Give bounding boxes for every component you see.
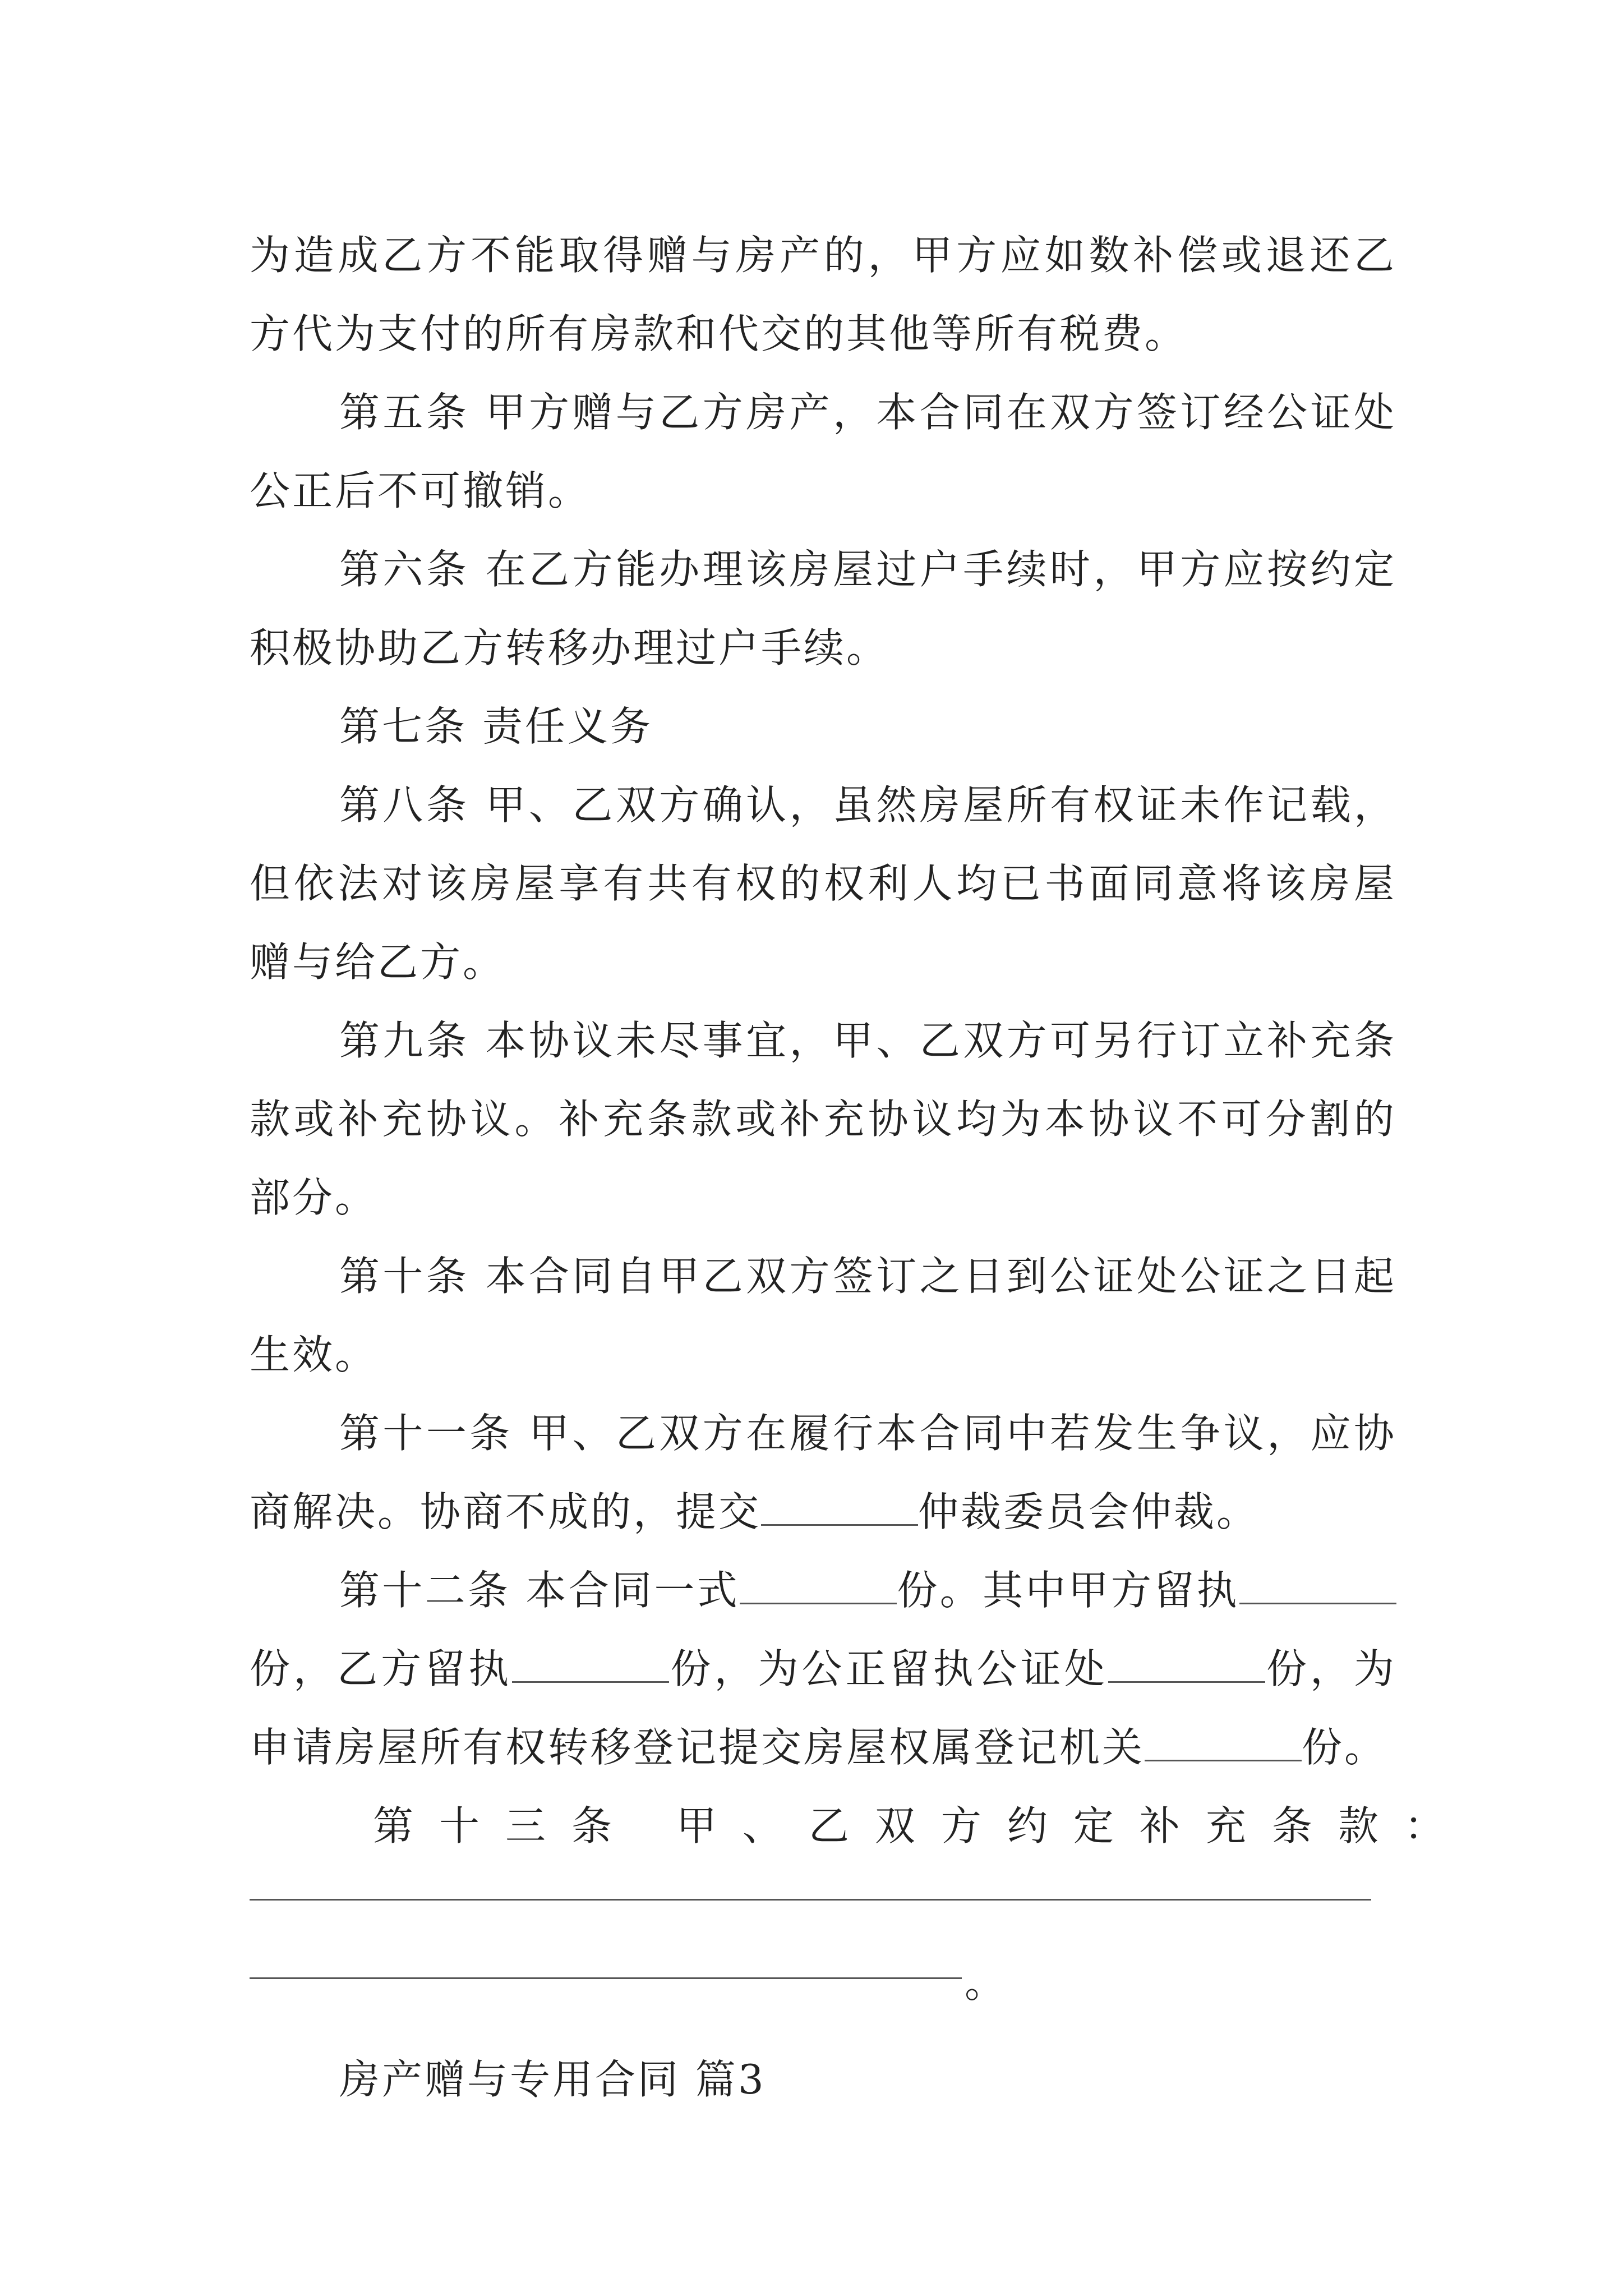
spacer — [250, 2022, 1396, 2040]
article-10: 第十条 本合同自甲乙双方签订之日到公证处公证之日起生效。 — [250, 1253, 1396, 1378]
party-a-copies-blank[interactable] — [1239, 1562, 1396, 1604]
registration-copies-blank[interactable] — [1145, 1719, 1302, 1761]
article-13-heading: 第十三条 甲、乙双方约定补充条款： — [373, 1802, 1470, 1849]
article-12-text-5: 份，为申请房屋所有权转移登记提交房屋权属登记机关 — [250, 1645, 1396, 1771]
article-12-text-4: 份，为公正留执公证处 — [669, 1645, 1108, 1692]
end-period: 。 — [965, 1959, 1008, 2007]
article-12 — [250, 1551, 1396, 1787]
fill-in-rule — [250, 1899, 1371, 1901]
article-7: 第七条 责任义务 — [339, 703, 653, 750]
supplementary-terms-line-2[interactable] — [250, 1944, 1396, 2022]
article-12-text-1: 第十二条 本合同一式 — [339, 1567, 740, 1614]
article-12-text-3: 份，乙方留执 — [250, 1645, 513, 1692]
arbitration-committee-blank[interactable] — [761, 1484, 918, 1526]
supplementary-terms-line-1[interactable] — [250, 1865, 1396, 1944]
article-5: 第五条 甲方赠与乙方房产，本合同在双方签订经公证处公正后不可撤销。 — [250, 389, 1396, 514]
article-8: 第八条 甲、乙双方确认，虽然房屋所有权证未作记载，但依法对该房屋享有共有权的权利人均已书面同意将该房屋赠与给乙方。 — [250, 781, 1396, 986]
article-6: 第六条 在乙方能办理该房屋过户手续时，甲方应按约定积极协助乙方转移办理过户手续。 — [250, 546, 1396, 671]
section-title: 房产赠与专用合同 篇3 — [339, 2056, 766, 2103]
article-11 — [250, 1394, 1396, 1551]
party-b-copies-blank[interactable] — [512, 1641, 669, 1683]
fill-in-rule — [250, 1977, 962, 1979]
total-copies-blank[interactable] — [740, 1562, 897, 1604]
article-12-text-2: 份。其中甲方留执 — [897, 1567, 1239, 1614]
article-11-text-after: 仲裁委员会仲裁。 — [918, 1488, 1260, 1535]
notary-copies-blank[interactable] — [1108, 1641, 1265, 1683]
article-9: 第九条 本协议未尽事宜，甲、乙双方可另行订立补充条款或补充协议。补充条款或补充协议均为本协议不可分割的部分。 — [250, 1017, 1396, 1221]
article-12-text-6: 份。 — [1302, 1724, 1387, 1771]
document-body — [250, 216, 1470, 2119]
article-11-text-before: 第十一条 甲、乙双方在履行本合同中若发生争议，应协商解决。协商不成的，提交 — [250, 1410, 1396, 1535]
paragraph-continuation: 为造成乙方不能取得赠与房产的，甲方应如数补偿或退还乙方代为支付的所有房款和代交的其他等所有税费。 — [250, 232, 1396, 357]
